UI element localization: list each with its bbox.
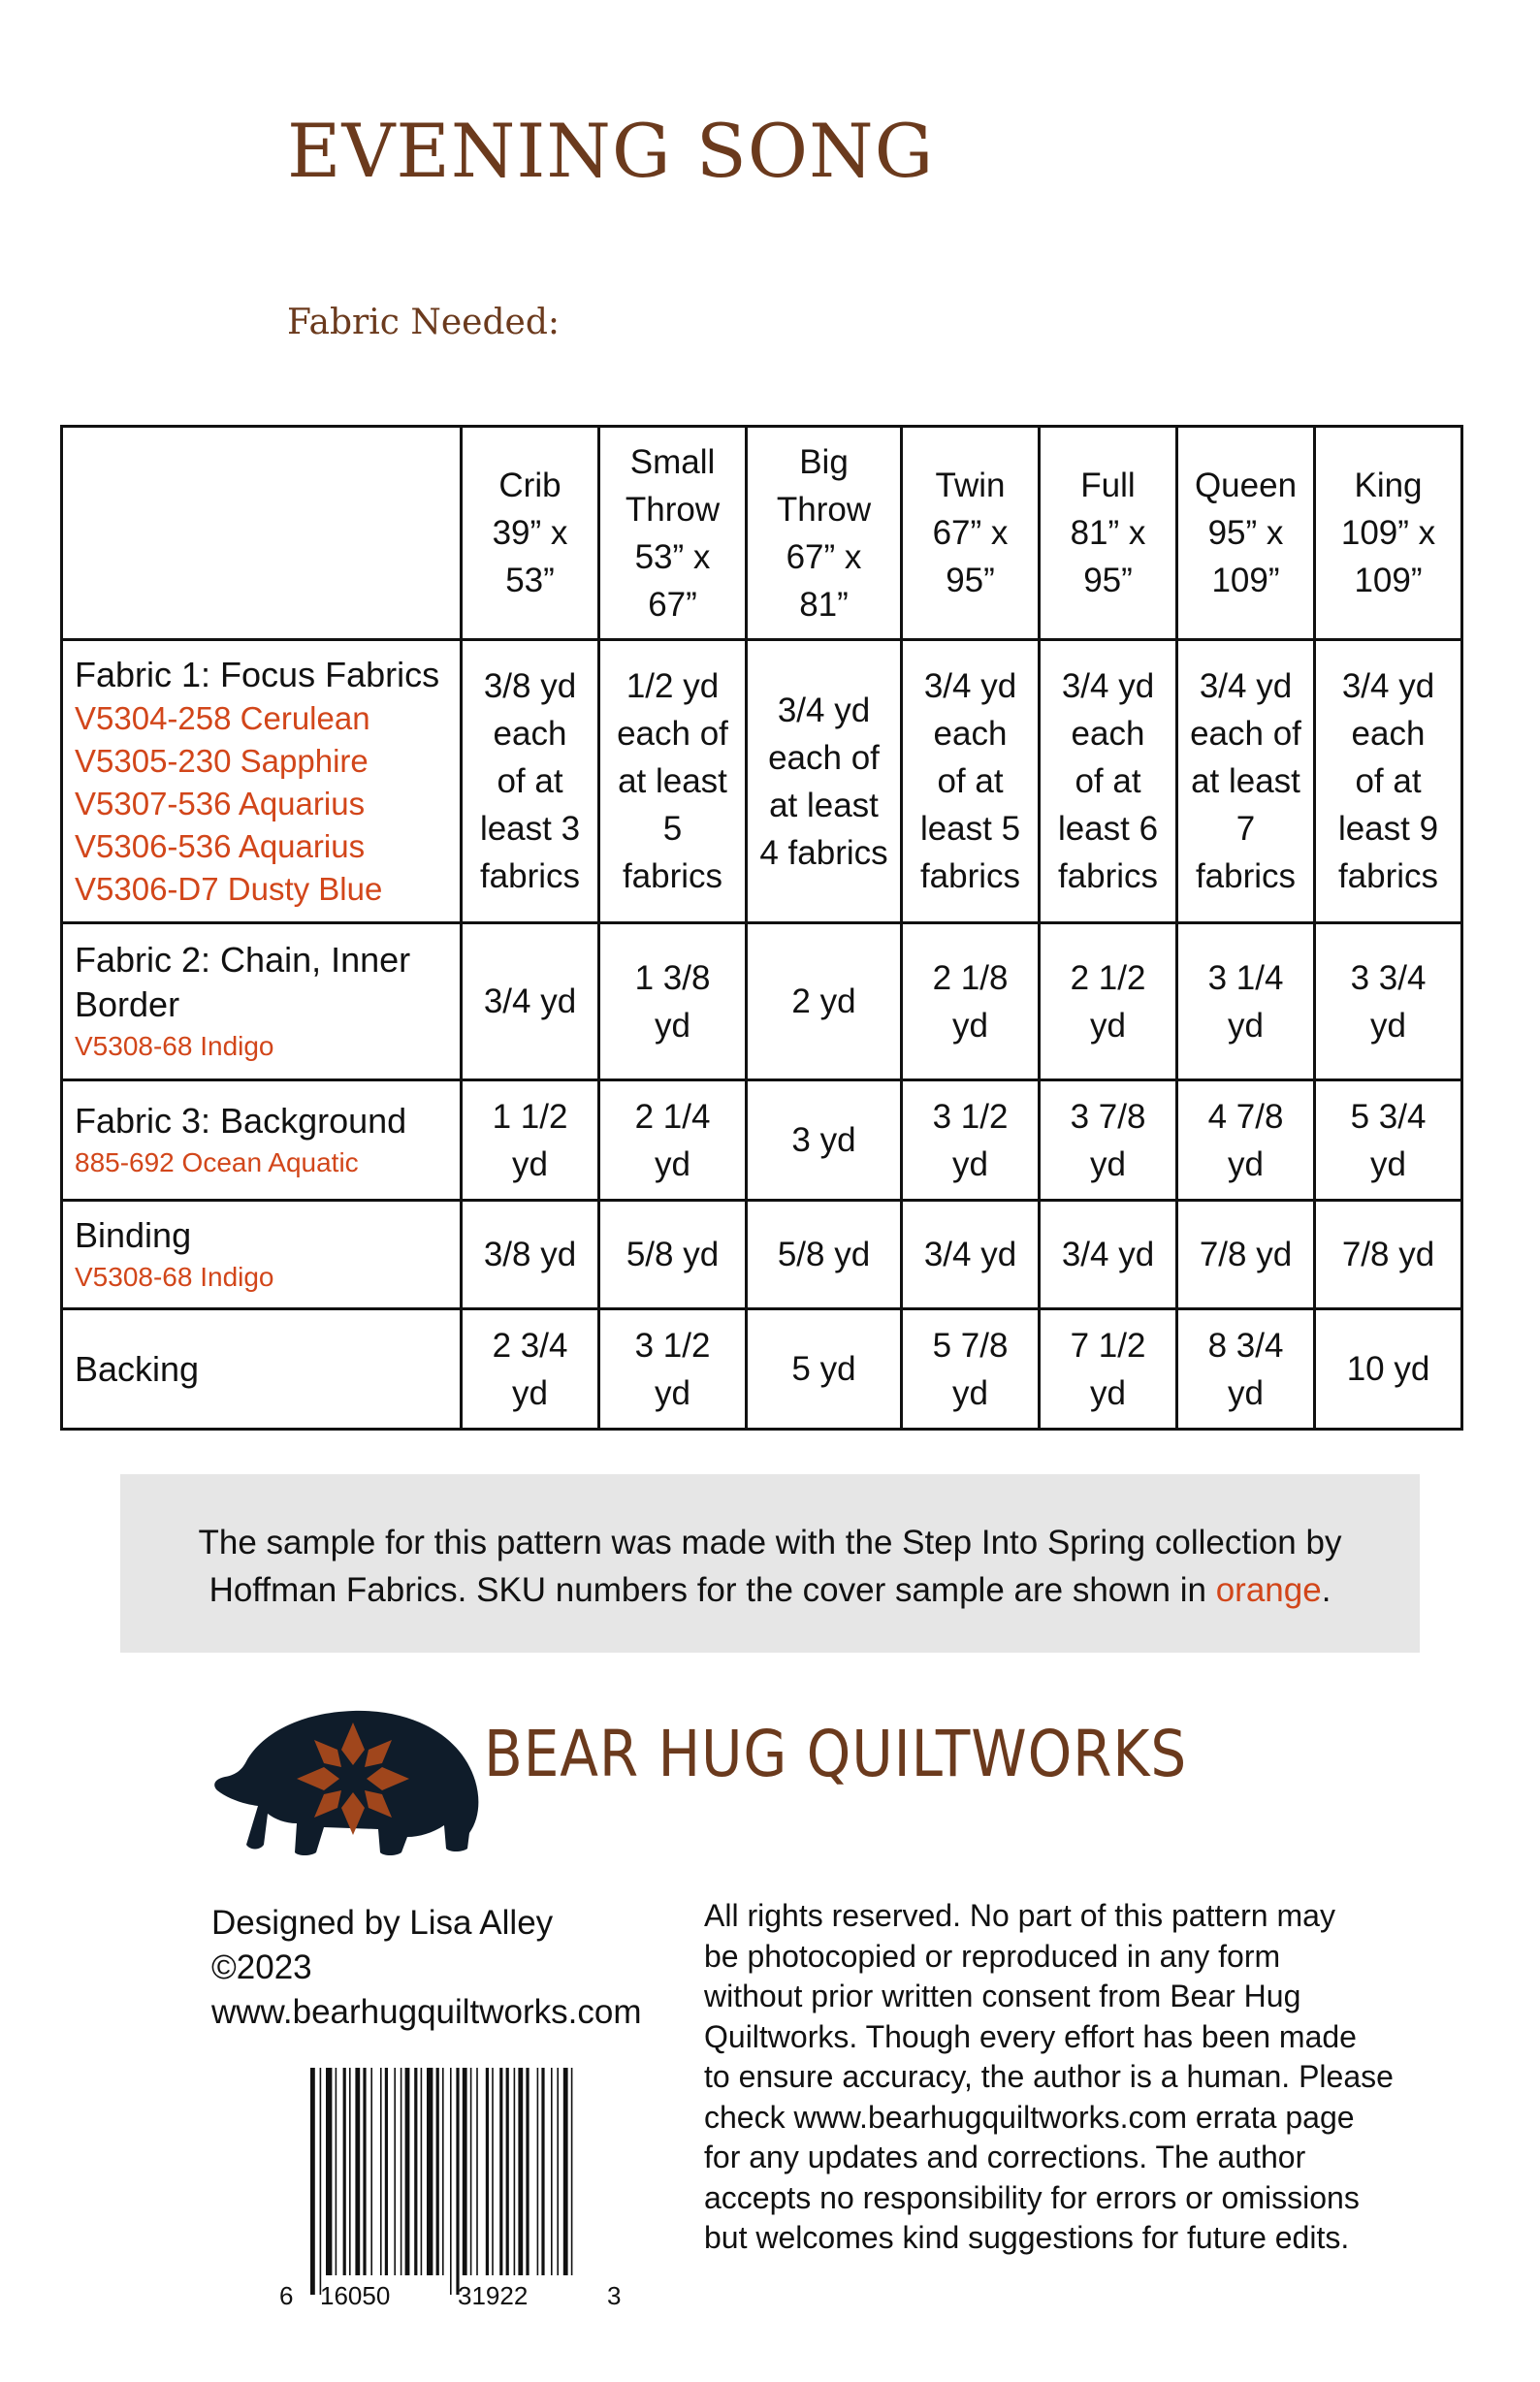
size-name: Small — [629, 442, 716, 481]
row-label-cell — [62, 1201, 462, 1309]
yardage-line: 7/8 yd — [1341, 1236, 1435, 1273]
yardage-line: each — [493, 715, 567, 753]
yardage-cell — [1315, 923, 1462, 1080]
yardage-line: of at — [1075, 762, 1141, 800]
table-corner-cell — [62, 427, 462, 640]
size-dimension: 39” x — [492, 514, 568, 552]
fabric-label: Fabric 1: Focus Fabrics — [75, 654, 440, 694]
orange-highlight: orange — [1215, 1571, 1322, 1609]
size-name: King — [1354, 467, 1423, 504]
yardage-line: yd — [1090, 1373, 1126, 1412]
yardage-line: 10 yd — [1346, 1350, 1430, 1388]
yardage-cell — [462, 923, 599, 1080]
barcode-bar — [541, 2068, 544, 2275]
barcode-bar — [557, 2068, 559, 2275]
yardage-line: each of — [617, 715, 728, 753]
size-dimension: 53” x — [634, 537, 711, 576]
barcode-bar — [320, 2068, 322, 2295]
size-dimension: 95” — [1083, 562, 1133, 599]
yardage-cell — [1177, 1080, 1315, 1201]
yardage-line: 7 1/2 — [1070, 1326, 1146, 1365]
size-dimension: Throw — [776, 490, 872, 529]
barcode-digit: 3 — [607, 2281, 622, 2308]
yardage-cell — [599, 1309, 747, 1430]
barcode-icon — [277, 2068, 623, 2308]
rights-line: be photocopied or reproduced in any form — [704, 1938, 1281, 1974]
barcode-bar — [326, 2068, 332, 2275]
yardage-line: 7 — [1235, 810, 1256, 848]
barcode-bar — [563, 2068, 568, 2275]
yardage-line: each — [933, 715, 1008, 753]
yardage-line: 5/8 yd — [626, 1236, 720, 1273]
barcode-bar — [414, 2068, 417, 2275]
size-dimension: 95” — [946, 562, 995, 599]
yardage-line: yd — [952, 1006, 988, 1045]
size-header-full — [1040, 427, 1177, 640]
sku-code: 885-692 Ocean Aquatic — [75, 1146, 359, 1177]
yardage-line: least 3 — [479, 810, 581, 848]
yardage-line: 5/8 yd — [777, 1236, 871, 1273]
yardage-line: at least — [618, 762, 727, 800]
sku-code: V5308-68 Indigo — [75, 1261, 274, 1292]
brand-name: BEAR HUG QUILTWORKS — [484, 1717, 1188, 1791]
yardage-cell — [462, 1309, 599, 1430]
size-dimension: 109” x — [1340, 514, 1436, 552]
yardage-line: yd — [952, 1144, 988, 1183]
yardage-line: 3/8 yd — [483, 1236, 577, 1273]
yardage-cell — [747, 923, 902, 1080]
yardage-line: 1 1/2 — [492, 1097, 568, 1136]
size-name: Twin — [935, 467, 1006, 504]
copyright-year: ©2023 — [211, 1948, 312, 1986]
yardage-cell — [902, 923, 1040, 1080]
yardage-line: at least — [1191, 762, 1300, 800]
fabric-needed-heading: Fabric Needed: — [287, 303, 561, 342]
yardage-line: of at — [497, 762, 563, 800]
yardage-line: each of — [1190, 715, 1301, 753]
sku-code: V5308-68 Indigo — [75, 1030, 274, 1061]
yardage-line: 3/4 yd — [1199, 667, 1293, 705]
yardage-line: 2 1/8 — [932, 958, 1009, 997]
yardage-line: 3/4 yd — [923, 1236, 1017, 1273]
yardage-line: 2 1/2 — [1070, 958, 1146, 997]
designer-credits — [211, 1901, 642, 2035]
yardage-line: fabrics — [622, 857, 723, 895]
yardage-line: 3/4 yd — [777, 691, 871, 729]
yardage-line: 1/2 yd — [626, 667, 720, 705]
yardage-line: fabrics — [1057, 857, 1159, 895]
barcode-bar — [537, 2068, 539, 2275]
yardage-cell — [462, 640, 599, 923]
table-row — [62, 1080, 1462, 1201]
yardage-line: 3 7/8 — [1070, 1097, 1146, 1136]
barcode-bar — [486, 2068, 489, 2275]
row-label-cell — [62, 923, 462, 1080]
yardage-cell — [599, 923, 747, 1080]
yardage-line: 5 7/8 — [932, 1326, 1009, 1365]
yardage-cell — [1040, 1309, 1177, 1430]
yardage-cell — [599, 1080, 747, 1201]
sku-code: V5307-536 Aquarius — [75, 785, 366, 821]
barcode-bar — [349, 2068, 351, 2275]
yardage-line: yd — [1090, 1144, 1126, 1183]
yardage-cell — [1040, 923, 1177, 1080]
yardage-line: of at — [1355, 762, 1422, 800]
yardage-line: 3 yd — [791, 1121, 856, 1159]
yardage-cell — [1315, 1309, 1462, 1430]
yardage-line: 3 1/4 — [1207, 958, 1284, 997]
rights-line: accepts no responsibility for errors or omissions — [704, 2179, 1360, 2215]
yardage-cell — [902, 640, 1040, 923]
yardage-line: 8 3/4 — [1207, 1326, 1284, 1365]
size-header-king — [1315, 427, 1462, 640]
yardage-line: yd — [1228, 1373, 1264, 1412]
size-header-twin — [902, 427, 1040, 640]
yardage-line: yd — [952, 1373, 988, 1412]
rights-line: for any updates and corrections. The author — [704, 2140, 1306, 2174]
size-dimension: 81” x — [1070, 514, 1146, 552]
yardage-line: at least — [769, 786, 879, 824]
yardage-line: yd — [1228, 1144, 1264, 1183]
barcode-bar — [476, 2068, 478, 2275]
yardage-line: fabrics — [479, 857, 581, 895]
size-name: Queen — [1194, 467, 1298, 504]
yardage-line: yd — [1370, 1006, 1406, 1045]
yardage-line: 2 yd — [791, 982, 856, 1020]
yardage-line: 4 fabrics — [759, 833, 888, 872]
table-row — [62, 1201, 1462, 1309]
barcode-bar — [436, 2068, 439, 2275]
yardage-line: yd — [1090, 1006, 1126, 1045]
barcode-bar — [442, 2068, 444, 2275]
rights-line: Quiltworks. Though every effort has been made — [704, 2018, 1357, 2054]
table-row — [62, 640, 1462, 923]
size-header-small — [599, 427, 747, 640]
barcode-bar — [514, 2068, 516, 2275]
sample-note-line2: Hoffman Fabrics. SKU numbers for the cover sample are shown in orange. — [209, 1571, 1331, 1609]
yardage-cell — [1040, 640, 1177, 923]
yardage-line: 3/8 yd — [483, 667, 577, 705]
yardage-line: 3/4 yd — [1061, 1236, 1155, 1273]
designer-website: www.bearhugquiltworks.com — [211, 1993, 642, 2031]
barcode-bar — [310, 2068, 315, 2295]
row-label-cell — [62, 1080, 462, 1201]
yardage-cell — [1177, 923, 1315, 1080]
yardage-line: 3 3/4 — [1350, 958, 1427, 997]
barcode-digit: 6 — [279, 2281, 294, 2308]
size-header-big — [747, 427, 902, 640]
barcode-bar — [336, 2068, 337, 2275]
size-dimension: 67” x — [932, 514, 1009, 552]
yardage-cell — [1315, 640, 1462, 923]
size-header-crib — [462, 427, 599, 640]
bear-with-star-icon — [208, 1697, 498, 1862]
yardage-line: 5 yd — [791, 1350, 856, 1388]
yardage-line: 2 3/4 — [492, 1326, 568, 1365]
size-dimension: 81” — [799, 585, 849, 624]
yardage-cell — [1177, 640, 1315, 923]
yardage-line: 1 3/8 — [634, 958, 711, 997]
yardage-cell — [1315, 1201, 1462, 1309]
fabric-label: Fabric 2: Chain, Inner Border — [75, 939, 411, 1024]
barcode-bar — [355, 2068, 360, 2275]
barcode-bar — [401, 2068, 402, 2275]
barcode-bar — [370, 2068, 372, 2275]
barcode-bar — [394, 2068, 396, 2275]
yardage-cell — [462, 1201, 599, 1309]
yardage-line: each — [1351, 715, 1426, 753]
fabric-label: Binding — [75, 1214, 192, 1255]
yardage-line: yd — [655, 1144, 690, 1183]
size-dimension: 67” — [648, 585, 697, 624]
sku-code: V5304-258 Cerulean — [75, 699, 370, 736]
yardage-line: yd — [1228, 1006, 1264, 1045]
rights-line: without prior written consent from Bear Hug — [704, 1979, 1301, 2013]
yardage-cell — [1177, 1309, 1315, 1430]
barcode-bar — [492, 2068, 494, 2275]
yardage-cell — [747, 1080, 902, 1201]
yardage-line: each — [1071, 715, 1145, 753]
barcode-bar — [526, 2068, 529, 2275]
size-name: Full — [1080, 467, 1136, 504]
row-label-cell — [62, 640, 462, 923]
barcode-bar — [499, 2068, 502, 2275]
size-dimension: 109” — [1354, 562, 1423, 599]
yardage-line: 4 7/8 — [1207, 1097, 1284, 1136]
rights-line: but welcomes kind suggestions for future edits. — [704, 2220, 1350, 2255]
yardage-line: 3 1/2 — [932, 1097, 1009, 1136]
barcode-bar — [421, 2068, 423, 2275]
size-dimension: 95” x — [1207, 514, 1284, 552]
yardage-line: yd — [655, 1006, 690, 1045]
barcode-bar — [363, 2068, 366, 2275]
row-label-cell — [62, 1309, 462, 1430]
barcode-bar — [405, 2068, 410, 2275]
yardage-line: 3/4 yd — [483, 982, 577, 1020]
yardage-cell — [1040, 1080, 1177, 1201]
pattern-title: EVENING SONG — [287, 108, 935, 194]
size-name: Big — [799, 442, 849, 481]
rights-line: check www.bearhugquiltworks.com errata page — [704, 2099, 1355, 2135]
yardage-cell — [1177, 1201, 1315, 1309]
yardage-cell — [747, 640, 902, 923]
table-row — [62, 1309, 1462, 1430]
yardage-cell — [902, 1309, 1040, 1430]
size-dimension: Throw — [625, 490, 721, 529]
yardage-line: fabrics — [919, 857, 1021, 895]
brand-logo — [208, 1697, 1197, 1862]
yardage-cell — [599, 640, 747, 923]
barcode-bar — [385, 2068, 388, 2275]
yardage-cell — [599, 1201, 747, 1309]
rights-statement — [704, 1896, 1441, 2259]
rights-line: to ensure accuracy, the author is a human. Please — [704, 2059, 1394, 2094]
sku-code: V5306-536 Aquarius — [75, 827, 366, 864]
table-header-row — [62, 427, 1462, 640]
table-row — [62, 923, 1462, 1080]
barcode-bar — [463, 2068, 467, 2275]
barcode-bar — [456, 2068, 459, 2295]
yardage-line: 5 3/4 — [1350, 1097, 1427, 1136]
barcode-digit: 16050 — [320, 2281, 391, 2308]
size-header-queen — [1177, 427, 1315, 640]
yardage-line: yd — [655, 1373, 690, 1412]
yardage-line: 3/4 yd — [923, 667, 1017, 705]
barcode-bar — [380, 2068, 382, 2275]
fabric-label: Backing — [75, 1348, 200, 1389]
sample-note-line1: The sample for this pattern was made with the Step Into Spring collection by — [198, 1524, 1342, 1561]
yardage-cell — [1315, 1080, 1462, 1201]
sku-code: V5305-230 Sapphire — [75, 742, 369, 779]
yardage-cell — [1040, 1201, 1177, 1309]
size-dimension: 67” x — [786, 537, 862, 576]
barcode-bar — [506, 2068, 509, 2275]
yardage-line: least 9 — [1337, 810, 1439, 848]
yardage-line: 2 1/4 — [634, 1097, 711, 1136]
yardage-line: 3/4 yd — [1061, 667, 1155, 705]
yardage-cell — [902, 1201, 1040, 1309]
size-dimension: 109” — [1211, 562, 1280, 599]
sample-note-box — [120, 1474, 1420, 1653]
barcode-digit: 31922 — [458, 2281, 529, 2308]
yardage-line: 5 — [662, 810, 683, 848]
yardage-cell — [462, 1080, 599, 1201]
yardage-cell — [902, 1080, 1040, 1201]
barcode-bar — [343, 2068, 346, 2275]
yardage-cell — [747, 1201, 902, 1309]
barcode-bar — [518, 2068, 523, 2275]
sku-code: V5306-D7 Dusty Blue — [75, 870, 383, 907]
yardage-line: 3/4 yd — [1341, 667, 1435, 705]
yardage-line: fabrics — [1337, 857, 1439, 895]
barcode-bar — [427, 2068, 433, 2275]
yardage-line: 7/8 yd — [1199, 1236, 1293, 1273]
size-name: Crib — [498, 467, 561, 504]
yardage-line: of at — [937, 762, 1004, 800]
yardage-line: least 6 — [1057, 810, 1159, 848]
yardage-line: fabrics — [1195, 857, 1297, 895]
barcode-bar — [470, 2068, 472, 2275]
yardage-line: yd — [512, 1144, 548, 1183]
size-dimension: 53” — [505, 562, 555, 599]
designer-name: Designed by Lisa Alley — [211, 1904, 554, 1942]
barcode-bar — [450, 2068, 452, 2295]
rights-line: All rights reserved. No part of this pattern may — [704, 1898, 1335, 1933]
yardage-cell — [747, 1309, 902, 1430]
yardage-line: each of — [768, 738, 880, 777]
barcode-bar — [571, 2068, 573, 2275]
yardage-line: yd — [512, 1373, 548, 1412]
barcode-bar — [551, 2068, 553, 2275]
fabric-requirements-table — [60, 425, 1463, 1431]
yardage-line: 3 1/2 — [634, 1326, 711, 1365]
yardage-line: yd — [1370, 1144, 1406, 1183]
yardage-line: least 5 — [919, 810, 1021, 848]
fabric-label: Fabric 3: Background — [75, 1100, 407, 1141]
